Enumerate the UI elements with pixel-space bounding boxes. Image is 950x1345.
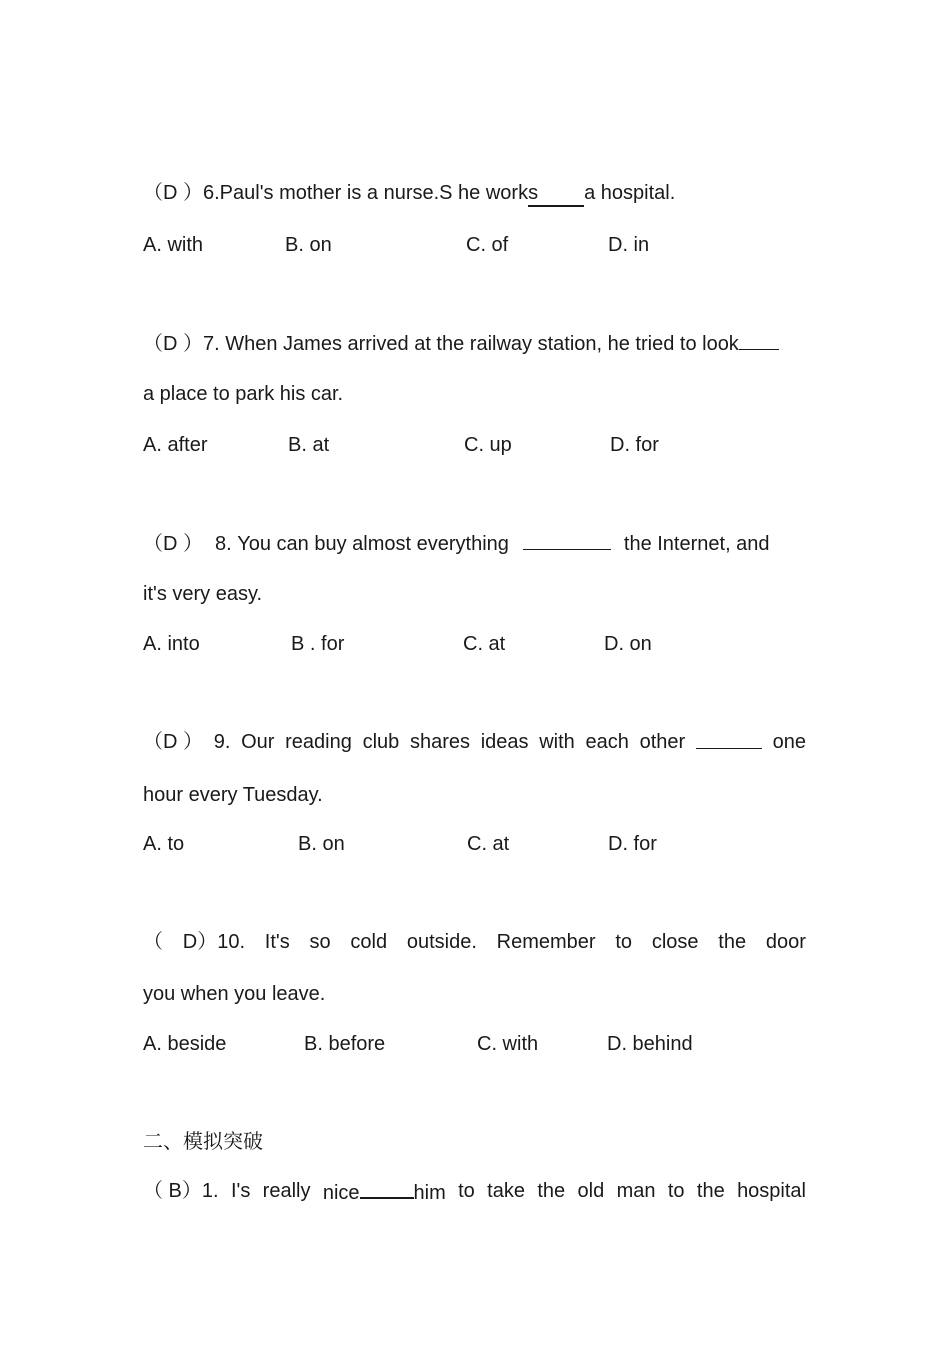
question-10-word: to xyxy=(615,931,633,953)
question-9-word: with xyxy=(539,731,575,753)
question-9-word: reading xyxy=(285,731,352,753)
question-9-word: shares xyxy=(409,731,470,753)
section-heading: 二、模拟突破 xyxy=(143,1129,263,1153)
question-10-word: cold xyxy=(350,931,388,953)
question-10-word: the xyxy=(718,931,747,953)
q9-option-b: B. on xyxy=(298,833,345,855)
question-10-word: so xyxy=(309,931,331,953)
question-10-word: close xyxy=(651,931,699,953)
s1-word: him xyxy=(413,1182,446,1204)
q6-option-b: B. on xyxy=(285,234,332,256)
q9-option-d: D. for xyxy=(608,833,657,855)
question-10-word: D）10. xyxy=(182,931,246,953)
q10-option-c: C. with xyxy=(477,1033,539,1055)
question-9-blank xyxy=(696,730,762,749)
question-8-stem-end: the Internet, and xyxy=(623,533,770,555)
question-6 xyxy=(143,181,675,207)
q8-option-a: A. into xyxy=(143,633,200,655)
s1-word: to xyxy=(667,1180,685,1202)
question-9-continuation: hour every Tuesday. xyxy=(143,784,323,806)
q7-option-d: D. for xyxy=(610,434,659,456)
question-8-stem: 8. You can buy almost everything xyxy=(215,533,509,555)
q9-option-c: C. at xyxy=(467,833,510,855)
question-10-word: Remember xyxy=(496,931,596,953)
s1-word: really xyxy=(262,1180,311,1202)
question-10-word: It's xyxy=(264,931,290,953)
q7-option-a: A. after xyxy=(143,434,208,456)
q10-option-b: B. before xyxy=(304,1033,386,1055)
s1-word: take xyxy=(487,1180,525,1202)
question-9 xyxy=(143,730,806,754)
s1-word: to xyxy=(458,1180,475,1202)
simulated-question-1 xyxy=(143,1179,806,1205)
s1-blank-group xyxy=(323,1179,446,1205)
question-6-blank: s xyxy=(528,181,584,207)
s1-prefix: （ B）1. xyxy=(143,1180,219,1202)
s1-word: nice xyxy=(322,1182,360,1204)
question-7-prefix: （D ） xyxy=(143,333,203,355)
s1-word: I's xyxy=(230,1180,251,1202)
question-6-prefix: （D ） xyxy=(143,182,203,204)
question-10-continuation: you when you leave. xyxy=(143,983,326,1005)
q6-option-d: D. in xyxy=(608,234,650,256)
question-10-word: （ xyxy=(143,931,163,953)
question-9-word: club xyxy=(362,731,400,753)
s1-word: hospital xyxy=(737,1180,806,1202)
question-6-stem: 6.Paul's mother is a nurse.S he work xyxy=(203,182,529,204)
q7-option-c: C. up xyxy=(464,434,512,456)
question-8-continuation: it's very easy. xyxy=(143,583,263,605)
question-6-stem-end: a hospital. xyxy=(584,182,676,204)
q7-option-b: B. at xyxy=(288,434,330,456)
question-9-word: 9. xyxy=(213,731,231,753)
question-10 xyxy=(143,930,806,954)
q6-option-c: C. of xyxy=(466,234,509,256)
question-7 xyxy=(143,331,779,356)
q10-option-a: A. beside xyxy=(143,1033,227,1055)
question-10-word: outside. xyxy=(406,931,477,953)
q6-option-a: A. with xyxy=(143,234,204,256)
question-9-word-end: one xyxy=(772,731,806,753)
q10-option-d: D. behind xyxy=(607,1033,693,1055)
question-7-continuation: a place to park his car. xyxy=(143,383,344,405)
s1-word: the xyxy=(696,1180,725,1202)
q9-option-a: A. to xyxy=(143,833,185,855)
question-8-prefix: （D ） xyxy=(143,533,203,555)
question-9-word: ideas xyxy=(480,731,529,753)
s1-word: man xyxy=(616,1180,656,1202)
q8-option-b: B . for xyxy=(291,633,345,655)
s1-word: the xyxy=(537,1180,566,1202)
question-9-word: other xyxy=(639,731,686,753)
s1-blank xyxy=(360,1179,414,1199)
question-9-word: Our xyxy=(241,731,275,753)
q8-option-c: C. at xyxy=(463,633,506,655)
question-7-stem: 7. When James arrived at the railway station, he tried to look xyxy=(203,333,739,355)
question-10-word: door xyxy=(765,931,806,953)
s1-word: old xyxy=(577,1180,605,1202)
q8-option-d: D. on xyxy=(604,633,652,655)
question-7-blank xyxy=(739,331,779,350)
question-9-word: each xyxy=(585,731,629,753)
question-9-prefix: （D ） xyxy=(143,731,203,753)
question-8 xyxy=(143,531,770,556)
question-8-blank xyxy=(523,531,611,550)
